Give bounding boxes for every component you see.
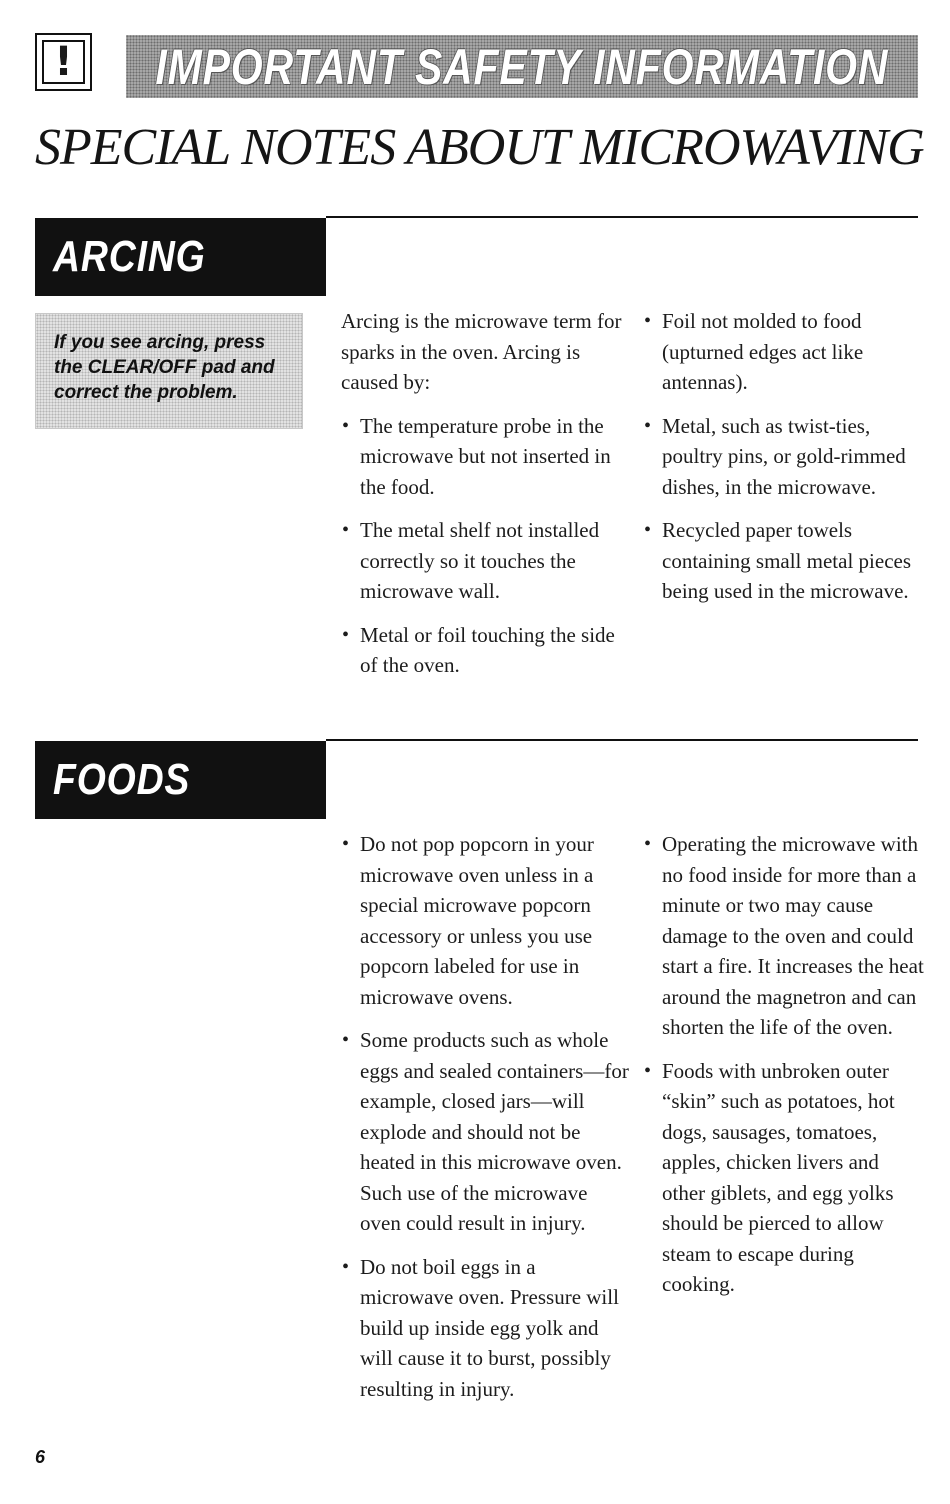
list-item: • The temperature probe in the microwave but not inserted in the food. [341, 411, 629, 503]
foods-left-list [341, 829, 629, 1404]
foods-right-column [643, 829, 926, 1313]
page-title: SPECIAL NOTES ABOUT MICROWAVING [35, 119, 924, 176]
list-item: • Foil not molded to food (upturned edges act like antennas). [643, 306, 913, 398]
foods-left-column [341, 829, 629, 1417]
warning-icon [35, 33, 92, 91]
list-item: • Do not pop popcorn in your microwave oven unless in a special microwave popcorn accessory or unless you use popcorn labeled for use in microwave ovens. [341, 829, 629, 1012]
list-item: • Do not boil eggs in a microwave oven. Pressure will build up inside egg yolk and will cause it to burst, possibly resulting in injury. [341, 1252, 629, 1405]
list-item: • Recycled paper towels containing small metal pieces being used in the microwave. [643, 515, 913, 607]
arcing-callout-text: If you see arcing, press the CLEAR/OFF pad and correct the problem. [54, 332, 275, 403]
arcing-right-column [643, 306, 913, 620]
list-item: • Operating the microwave with no food inside for more than a minute or two may cause damage to the oven and could start a fire. It increases the heat around the magnetron and can shorten the life of the oven. [643, 829, 926, 1043]
list-item: • The metal shelf not installed correctly so it touches the microwave wall. [341, 515, 629, 607]
arcing-callout [35, 313, 303, 429]
arcing-left-list [341, 411, 629, 681]
page-number: 6 [35, 1447, 46, 1467]
foods-rule [326, 739, 918, 741]
arcing-rule [326, 216, 918, 218]
safety-banner [126, 35, 918, 98]
list-item: • Some products such as whole eggs and sealed containers—for example, closed jars—will explode and should not be heated in this microwave oven. Such use of the microwave oven could result in injury. [341, 1025, 629, 1239]
list-item: • Metal or foil touching the side of the oven. [341, 620, 629, 681]
arcing-heading [35, 218, 326, 296]
foods-right-list [643, 829, 926, 1300]
arcing-right-list [643, 306, 913, 607]
arcing-intro: Arcing is the microwave term for sparks in the oven. Arcing is caused by: [341, 309, 622, 394]
foods-heading [35, 741, 326, 819]
exclamation-mark: ! [42, 40, 85, 84]
list-item: • Foods with unbroken outer “skin” such as potatoes, hot dogs, sausages, tomatoes, apples, chicken livers and other giblets, and egg yolks should be pierced to allow steam to escape during cooking. [643, 1056, 926, 1300]
list-item: • Metal, such as twist-ties, poultry pins, or gold-rimmed dishes, in the microwave. [643, 411, 913, 503]
arcing-left-column [341, 306, 629, 694]
foods-heading-text: FOODS [53, 755, 191, 804]
arcing-heading-text: ARCING [53, 232, 206, 281]
safety-banner-text: IMPORTANT SAFETY INFORMATION [155, 38, 889, 95]
